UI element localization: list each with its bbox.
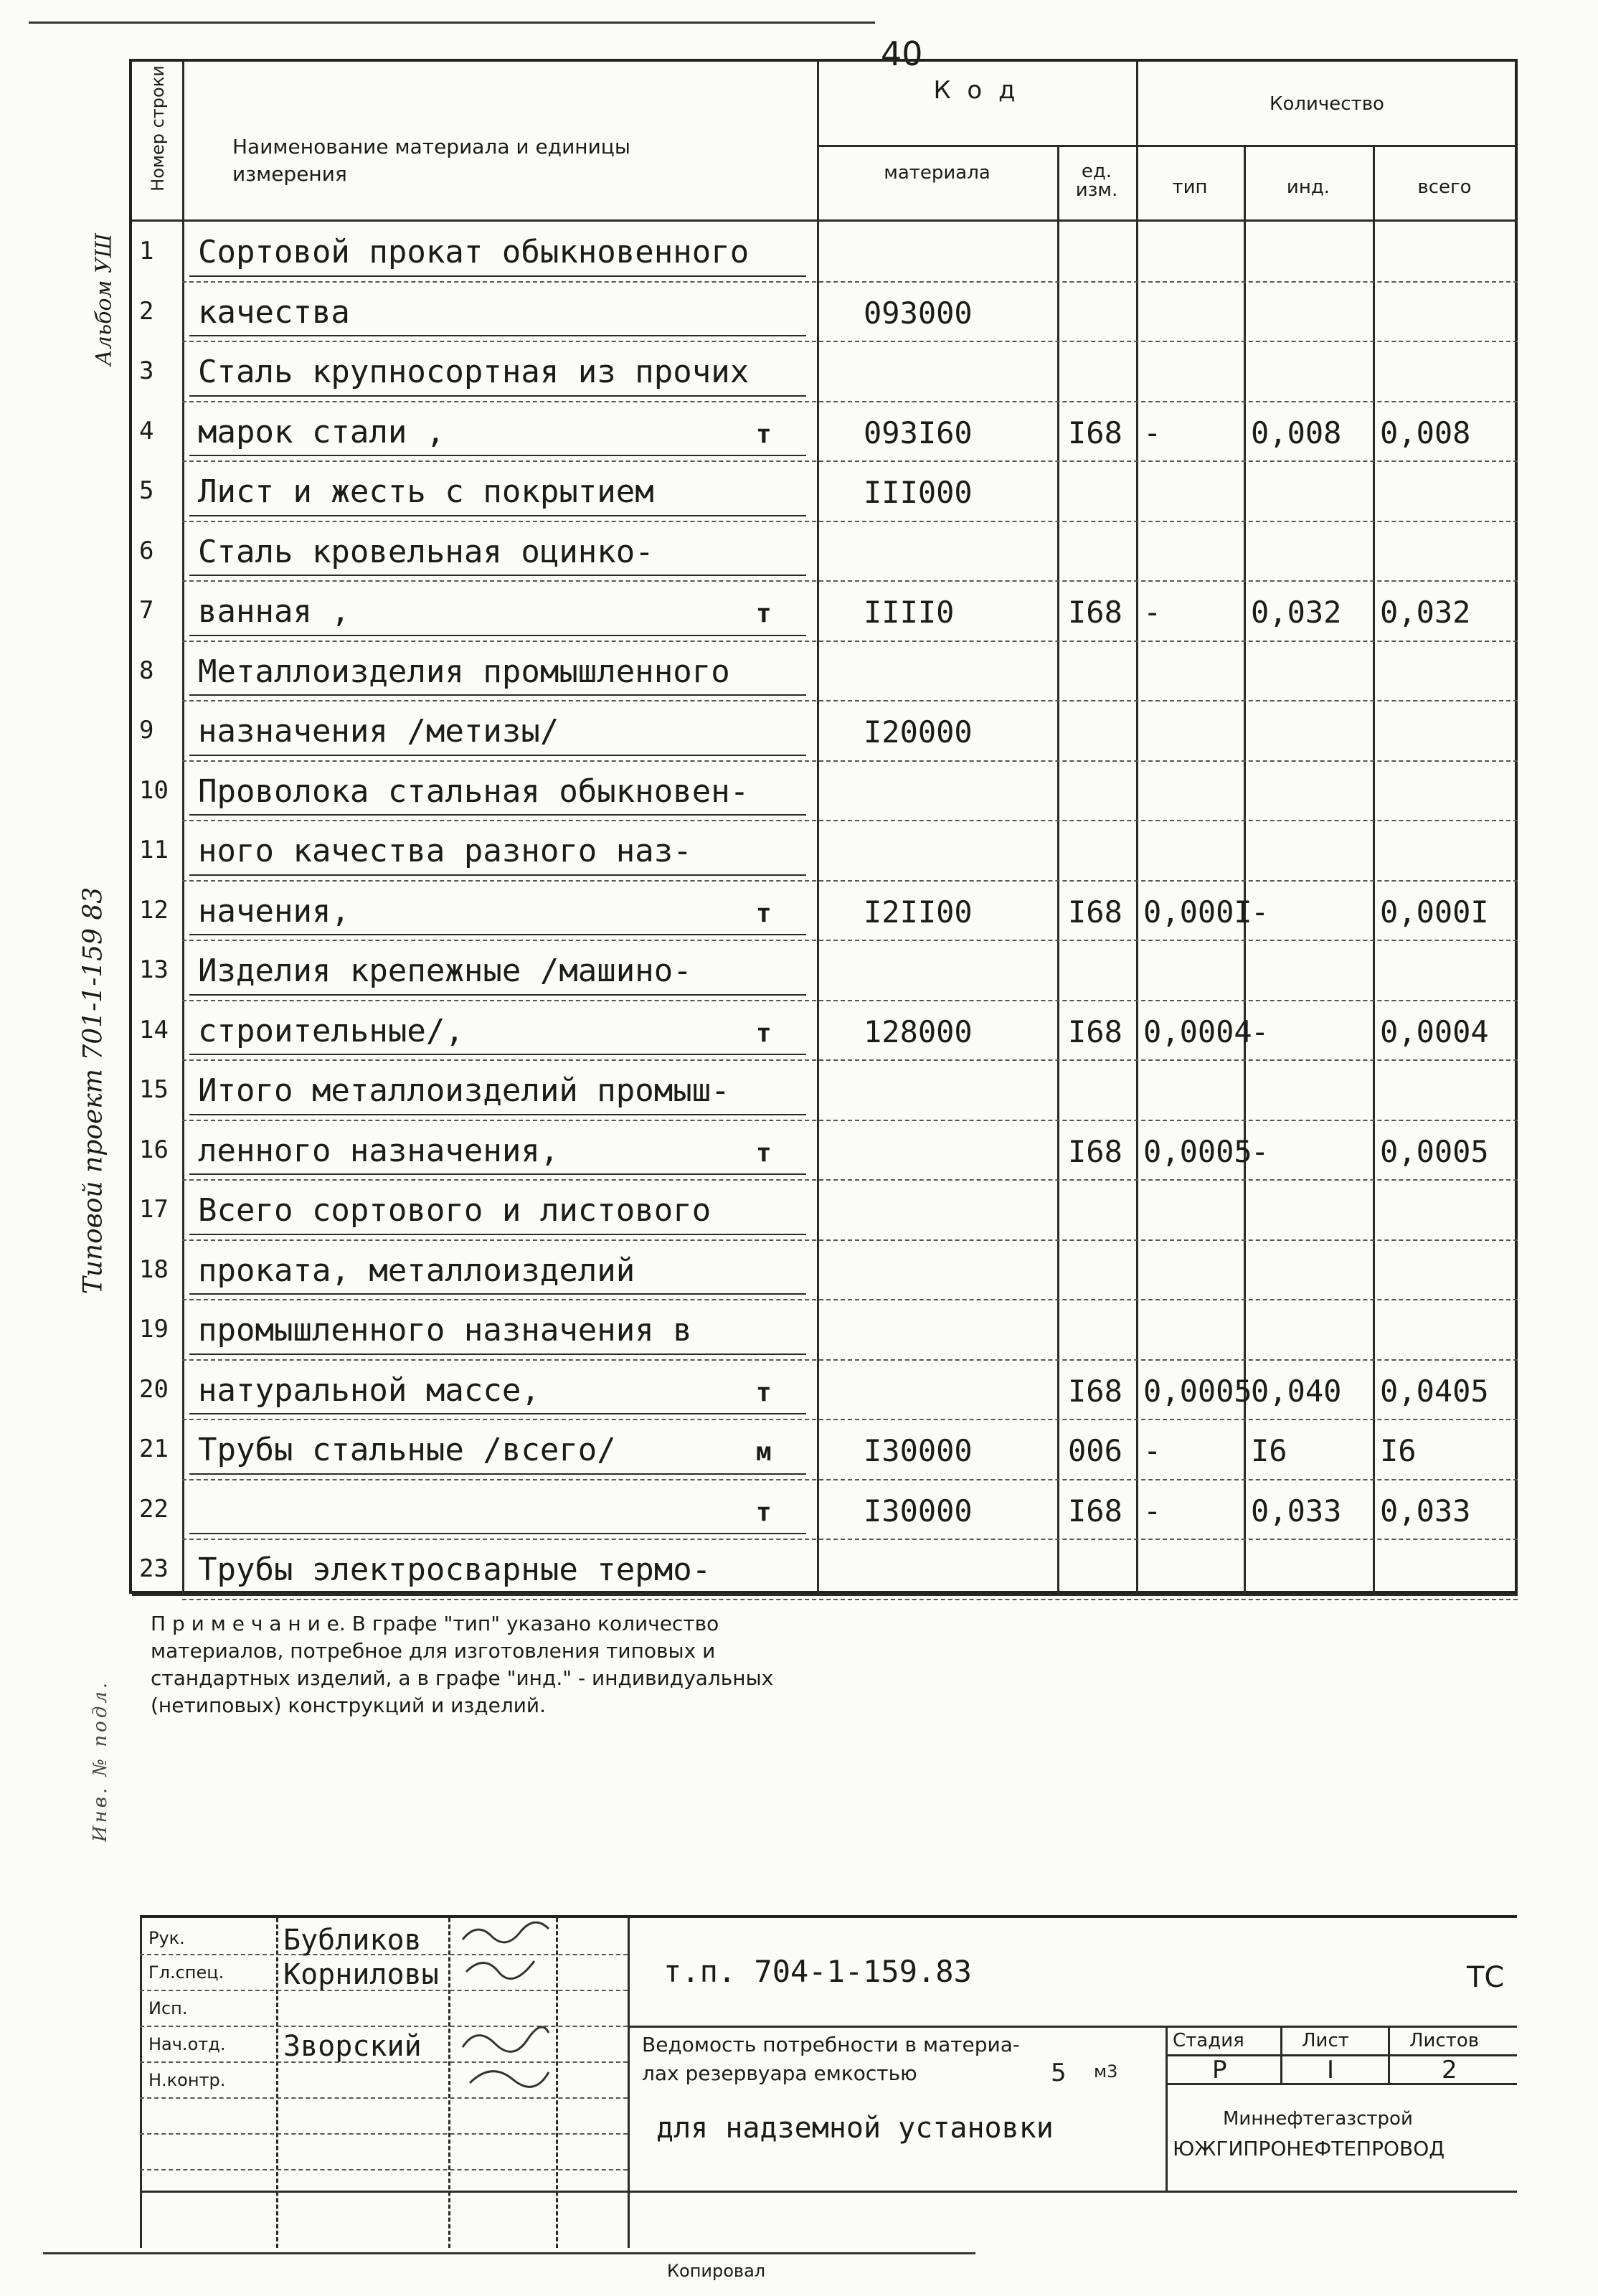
org-line-1: Миннефтегазстрой xyxy=(1223,2108,1413,2130)
row-qty-total: 0,033 xyxy=(1380,1493,1471,1529)
row-number: 1 xyxy=(139,237,154,265)
row-unit: т xyxy=(756,1497,772,1527)
col-divider xyxy=(1057,145,1059,1594)
row-number: 14 xyxy=(139,1015,169,1044)
title-line-2: лах резервуара емкостью xyxy=(642,2061,917,2085)
page-number: 40 xyxy=(881,34,923,73)
org-line-2: ЮЖГИПРОНЕФТЕПРОВОД xyxy=(1173,2137,1445,2160)
header-name: Наименование материала и единицы измерения xyxy=(232,135,630,186)
header-row-no: Номер строки xyxy=(148,65,168,192)
header-type: тип xyxy=(1172,176,1208,198)
row-divider xyxy=(182,580,1518,582)
row-divider xyxy=(182,1000,1518,1001)
row-underline xyxy=(189,275,806,277)
stage-label: Стадия xyxy=(1173,2030,1244,2051)
row-unit: т xyxy=(756,1018,772,1048)
row-divider xyxy=(182,1599,1518,1600)
row-underline xyxy=(189,635,806,636)
col-divider xyxy=(1373,145,1375,1594)
row-name: Проволока стальная обыкновен- xyxy=(198,773,750,810)
row-qty-individual: - xyxy=(1251,894,1270,930)
row-number: 4 xyxy=(139,416,154,445)
row-number: 16 xyxy=(139,1135,169,1164)
row-underline xyxy=(189,335,806,336)
row-name: марок стали , xyxy=(198,413,445,450)
sheets-value: 2 xyxy=(1442,2056,1457,2084)
row-qty-type: - xyxy=(1143,415,1162,450)
top-rule xyxy=(29,22,875,24)
row-name: Итого металлоизделий промыш- xyxy=(198,1072,730,1109)
row-divider xyxy=(182,1239,1518,1241)
row-name: Сталь крупносортная из прочих xyxy=(198,354,750,390)
row-number: 11 xyxy=(139,836,169,864)
row-number: 19 xyxy=(139,1315,169,1343)
table-body-bottom xyxy=(132,1594,1518,1596)
row-underline xyxy=(189,694,806,696)
row-qty-total: 0,0004 xyxy=(1380,1014,1489,1049)
row-qty-total: 0,008 xyxy=(1380,415,1471,450)
row-qty-type: - xyxy=(1143,1433,1162,1468)
copied-label: Копировал xyxy=(667,2261,766,2281)
header-divider xyxy=(817,145,1518,147)
col-divider xyxy=(182,62,184,1594)
row-divider xyxy=(182,1299,1518,1300)
row-number: 20 xyxy=(139,1374,169,1404)
row-divider xyxy=(182,401,1518,402)
row-qty-individual: I6 xyxy=(1251,1433,1287,1468)
row-unit: т xyxy=(756,898,772,928)
row-name: строительные/, xyxy=(198,1012,464,1049)
title-block xyxy=(140,1915,1517,2248)
signature-scribbles xyxy=(455,1918,556,2104)
row-number: 6 xyxy=(139,536,154,565)
col-divider xyxy=(1136,62,1138,1594)
row-underline xyxy=(189,395,806,397)
stamp-name: Бубликов xyxy=(283,1924,422,1957)
row-material-code: I2II00 xyxy=(864,894,973,930)
row-name: промышленного назначения в xyxy=(198,1312,692,1348)
row-material-code: III000 xyxy=(864,475,973,510)
row-unit-code: I68 xyxy=(1068,1373,1122,1409)
header-individual: инд. xyxy=(1286,176,1330,198)
row-divider xyxy=(182,1359,1518,1361)
row-unit: т xyxy=(756,599,772,628)
row-divider xyxy=(182,700,1518,701)
capacity-unit: м3 xyxy=(1094,2061,1118,2082)
col-divider xyxy=(817,62,819,1594)
row-underline xyxy=(189,1173,806,1175)
row-qty-type: 0,0005 xyxy=(1143,1373,1252,1409)
row-number: 12 xyxy=(139,895,169,925)
row-divider xyxy=(182,820,1518,821)
stage-value: Р xyxy=(1212,2056,1227,2084)
title-line-1: Ведомость потребности в материа- xyxy=(642,2033,1020,2056)
row-name: Металлоизделия промышленного xyxy=(198,653,730,690)
row-divider xyxy=(182,281,1518,283)
row-qty-total: I6 xyxy=(1380,1433,1417,1468)
row-number: 10 xyxy=(139,775,169,805)
row-qty-individual: 0,008 xyxy=(1251,415,1342,450)
row-unit-code: I68 xyxy=(1068,1493,1122,1529)
row-divider xyxy=(182,1179,1518,1181)
row-qty-individual: - xyxy=(1251,1133,1270,1169)
row-name: натуральной массе, xyxy=(198,1371,540,1409)
row-qty-individual: 0,033 xyxy=(1251,1493,1342,1529)
side-label-inventory: Инв. № подл. xyxy=(90,1679,111,1843)
row-qty-type: 0,000I xyxy=(1143,894,1252,930)
row-qty-total: 0,000I xyxy=(1380,894,1489,930)
row-unit: м xyxy=(756,1437,772,1467)
row-unit-code: 006 xyxy=(1068,1433,1122,1468)
row-material-code: 093000 xyxy=(864,295,973,331)
row-number: 7 xyxy=(139,596,154,625)
row-qty-type: 0,0005 xyxy=(1143,1133,1252,1169)
row-number: 9 xyxy=(139,716,154,745)
stamp-name: Зворский xyxy=(283,2030,422,2063)
row-number: 8 xyxy=(139,656,154,685)
header-unit-code: ед. изм. xyxy=(1075,161,1118,201)
side-label-album: Альбом УШ xyxy=(91,233,117,366)
row-divider xyxy=(182,940,1518,941)
row-underline xyxy=(189,755,806,756)
row-name: Сортовой прокат обыкновенного xyxy=(198,234,750,270)
row-unit-code: I68 xyxy=(1068,1133,1122,1169)
row-material-code: I30000 xyxy=(864,1433,973,1468)
row-number: 2 xyxy=(139,296,154,326)
row-underline xyxy=(189,1413,806,1414)
row-name: Трубы электросварные термо- xyxy=(198,1551,711,1588)
row-underline xyxy=(189,1473,806,1475)
row-material-code: I20000 xyxy=(864,714,973,750)
row-underline xyxy=(189,994,806,996)
row-number: 17 xyxy=(139,1195,169,1224)
row-name: Лист и жесть с покрытием xyxy=(198,473,654,510)
row-name: назначения /метизы/ xyxy=(198,713,559,750)
row-divider xyxy=(182,1479,1518,1480)
stamp-name: Корниловы xyxy=(283,1958,439,1991)
row-number: 23 xyxy=(139,1554,169,1583)
row-underline xyxy=(189,1234,806,1235)
row-underline xyxy=(189,934,806,935)
row-divider xyxy=(182,880,1518,882)
row-material-code: 128000 xyxy=(864,1014,973,1049)
side-label-project: Типовой проект 701-1-159 83 xyxy=(78,887,108,1295)
row-unit-code: I68 xyxy=(1068,1014,1122,1049)
row-qty-type: 0,0004 xyxy=(1143,1014,1252,1049)
row-divider xyxy=(182,341,1518,342)
stamp-role: Рук. xyxy=(148,1928,185,1948)
row-number: 22 xyxy=(139,1494,169,1523)
row-material-code: IIII0 xyxy=(864,595,955,630)
row-qty-total: 0,0005 xyxy=(1380,1133,1489,1169)
row-name: Трубы стальные /всего/ xyxy=(198,1432,616,1468)
row-divider xyxy=(182,1059,1518,1061)
header-quantity: Количество xyxy=(1270,93,1384,115)
row-qty-type: - xyxy=(1143,1493,1162,1529)
row-qty-individual: - xyxy=(1251,1014,1270,1049)
row-unit: т xyxy=(756,419,772,449)
stamp-role: Нач.отд. xyxy=(148,2034,226,2054)
row-underline xyxy=(189,1054,806,1055)
sheet-value: I xyxy=(1327,2056,1335,2084)
row-name: Изделия крепежные /машино- xyxy=(198,953,692,989)
row-number: 13 xyxy=(139,955,169,984)
row-divider xyxy=(182,1120,1518,1121)
capacity-value: 5 xyxy=(1051,2059,1067,2087)
title-line-3: для надземной установки xyxy=(656,2112,1054,2145)
row-number: 5 xyxy=(139,476,154,505)
row-qty-total: 0,0405 xyxy=(1380,1373,1489,1409)
doc-code: т.п. 704-1-159.83 xyxy=(663,1954,972,1989)
row-unit-code: I68 xyxy=(1068,595,1122,630)
row-underline xyxy=(189,515,806,516)
row-qty-individual: 0,040 xyxy=(1251,1373,1342,1409)
row-divider xyxy=(182,460,1518,462)
row-underline xyxy=(189,1293,806,1295)
row-underline xyxy=(189,874,806,876)
row-qty-total: 0,032 xyxy=(1380,595,1471,630)
row-underline xyxy=(189,1353,806,1355)
row-underline xyxy=(189,814,806,816)
row-unit: т xyxy=(756,1138,772,1168)
row-name: проката, металлоизделий xyxy=(198,1252,635,1289)
row-name: Всего сортового и листового xyxy=(198,1192,711,1229)
header-material: материала xyxy=(884,162,991,184)
stamp-role: Н.контр. xyxy=(148,2070,226,2090)
note-text: П р и м е ч а н и е. В графе "тип" указано количество материалов, потребное для изготовления типовых и стандартных изделий, а в графе "инд." - индивидуальных (нетиповых) конструкций и изделий. xyxy=(151,1612,774,1717)
header-code: К о д xyxy=(933,76,1020,105)
row-number: 3 xyxy=(139,356,154,385)
row-qty-individual: 0,032 xyxy=(1251,595,1342,630)
row-divider xyxy=(182,1539,1518,1540)
row-divider xyxy=(182,641,1518,642)
row-unit-code: I68 xyxy=(1068,894,1122,930)
row-name: ванная , xyxy=(198,593,350,630)
header-bottom xyxy=(132,219,1518,222)
row-number: 15 xyxy=(139,1075,169,1104)
row-underline xyxy=(189,455,806,456)
row-name: качества xyxy=(198,293,350,331)
row-underline xyxy=(189,1533,806,1534)
sheet-mark: ТС xyxy=(1467,1961,1505,1994)
row-name: Сталь кровельная оцинко- xyxy=(198,533,654,570)
row-qty-type: - xyxy=(1143,595,1162,630)
row-number: 21 xyxy=(139,1435,169,1463)
row-unit: т xyxy=(756,1377,772,1407)
row-divider xyxy=(182,521,1518,522)
row-divider xyxy=(182,1419,1518,1420)
row-number: 18 xyxy=(139,1255,169,1284)
sheets-label: Листов xyxy=(1409,2030,1480,2051)
row-divider xyxy=(182,760,1518,762)
row-name: ленного назначения, xyxy=(198,1132,559,1169)
row-name: начения, xyxy=(198,892,350,930)
row-name: ного качества разного наз- xyxy=(198,833,692,869)
row-unit-code: I68 xyxy=(1068,415,1122,450)
stamp-role: Исп. xyxy=(148,1998,188,2018)
row-material-code: 093I60 xyxy=(864,415,973,450)
row-underline xyxy=(189,1114,806,1115)
row-material-code: I30000 xyxy=(864,1493,973,1529)
bottom-rule xyxy=(43,2252,975,2254)
row-underline xyxy=(189,575,806,576)
materials-table xyxy=(129,59,1518,1594)
header-total: всего xyxy=(1417,176,1472,198)
stamp-role: Гл.спец. xyxy=(148,1962,224,1983)
sheet-label: Лист xyxy=(1302,2030,1349,2051)
